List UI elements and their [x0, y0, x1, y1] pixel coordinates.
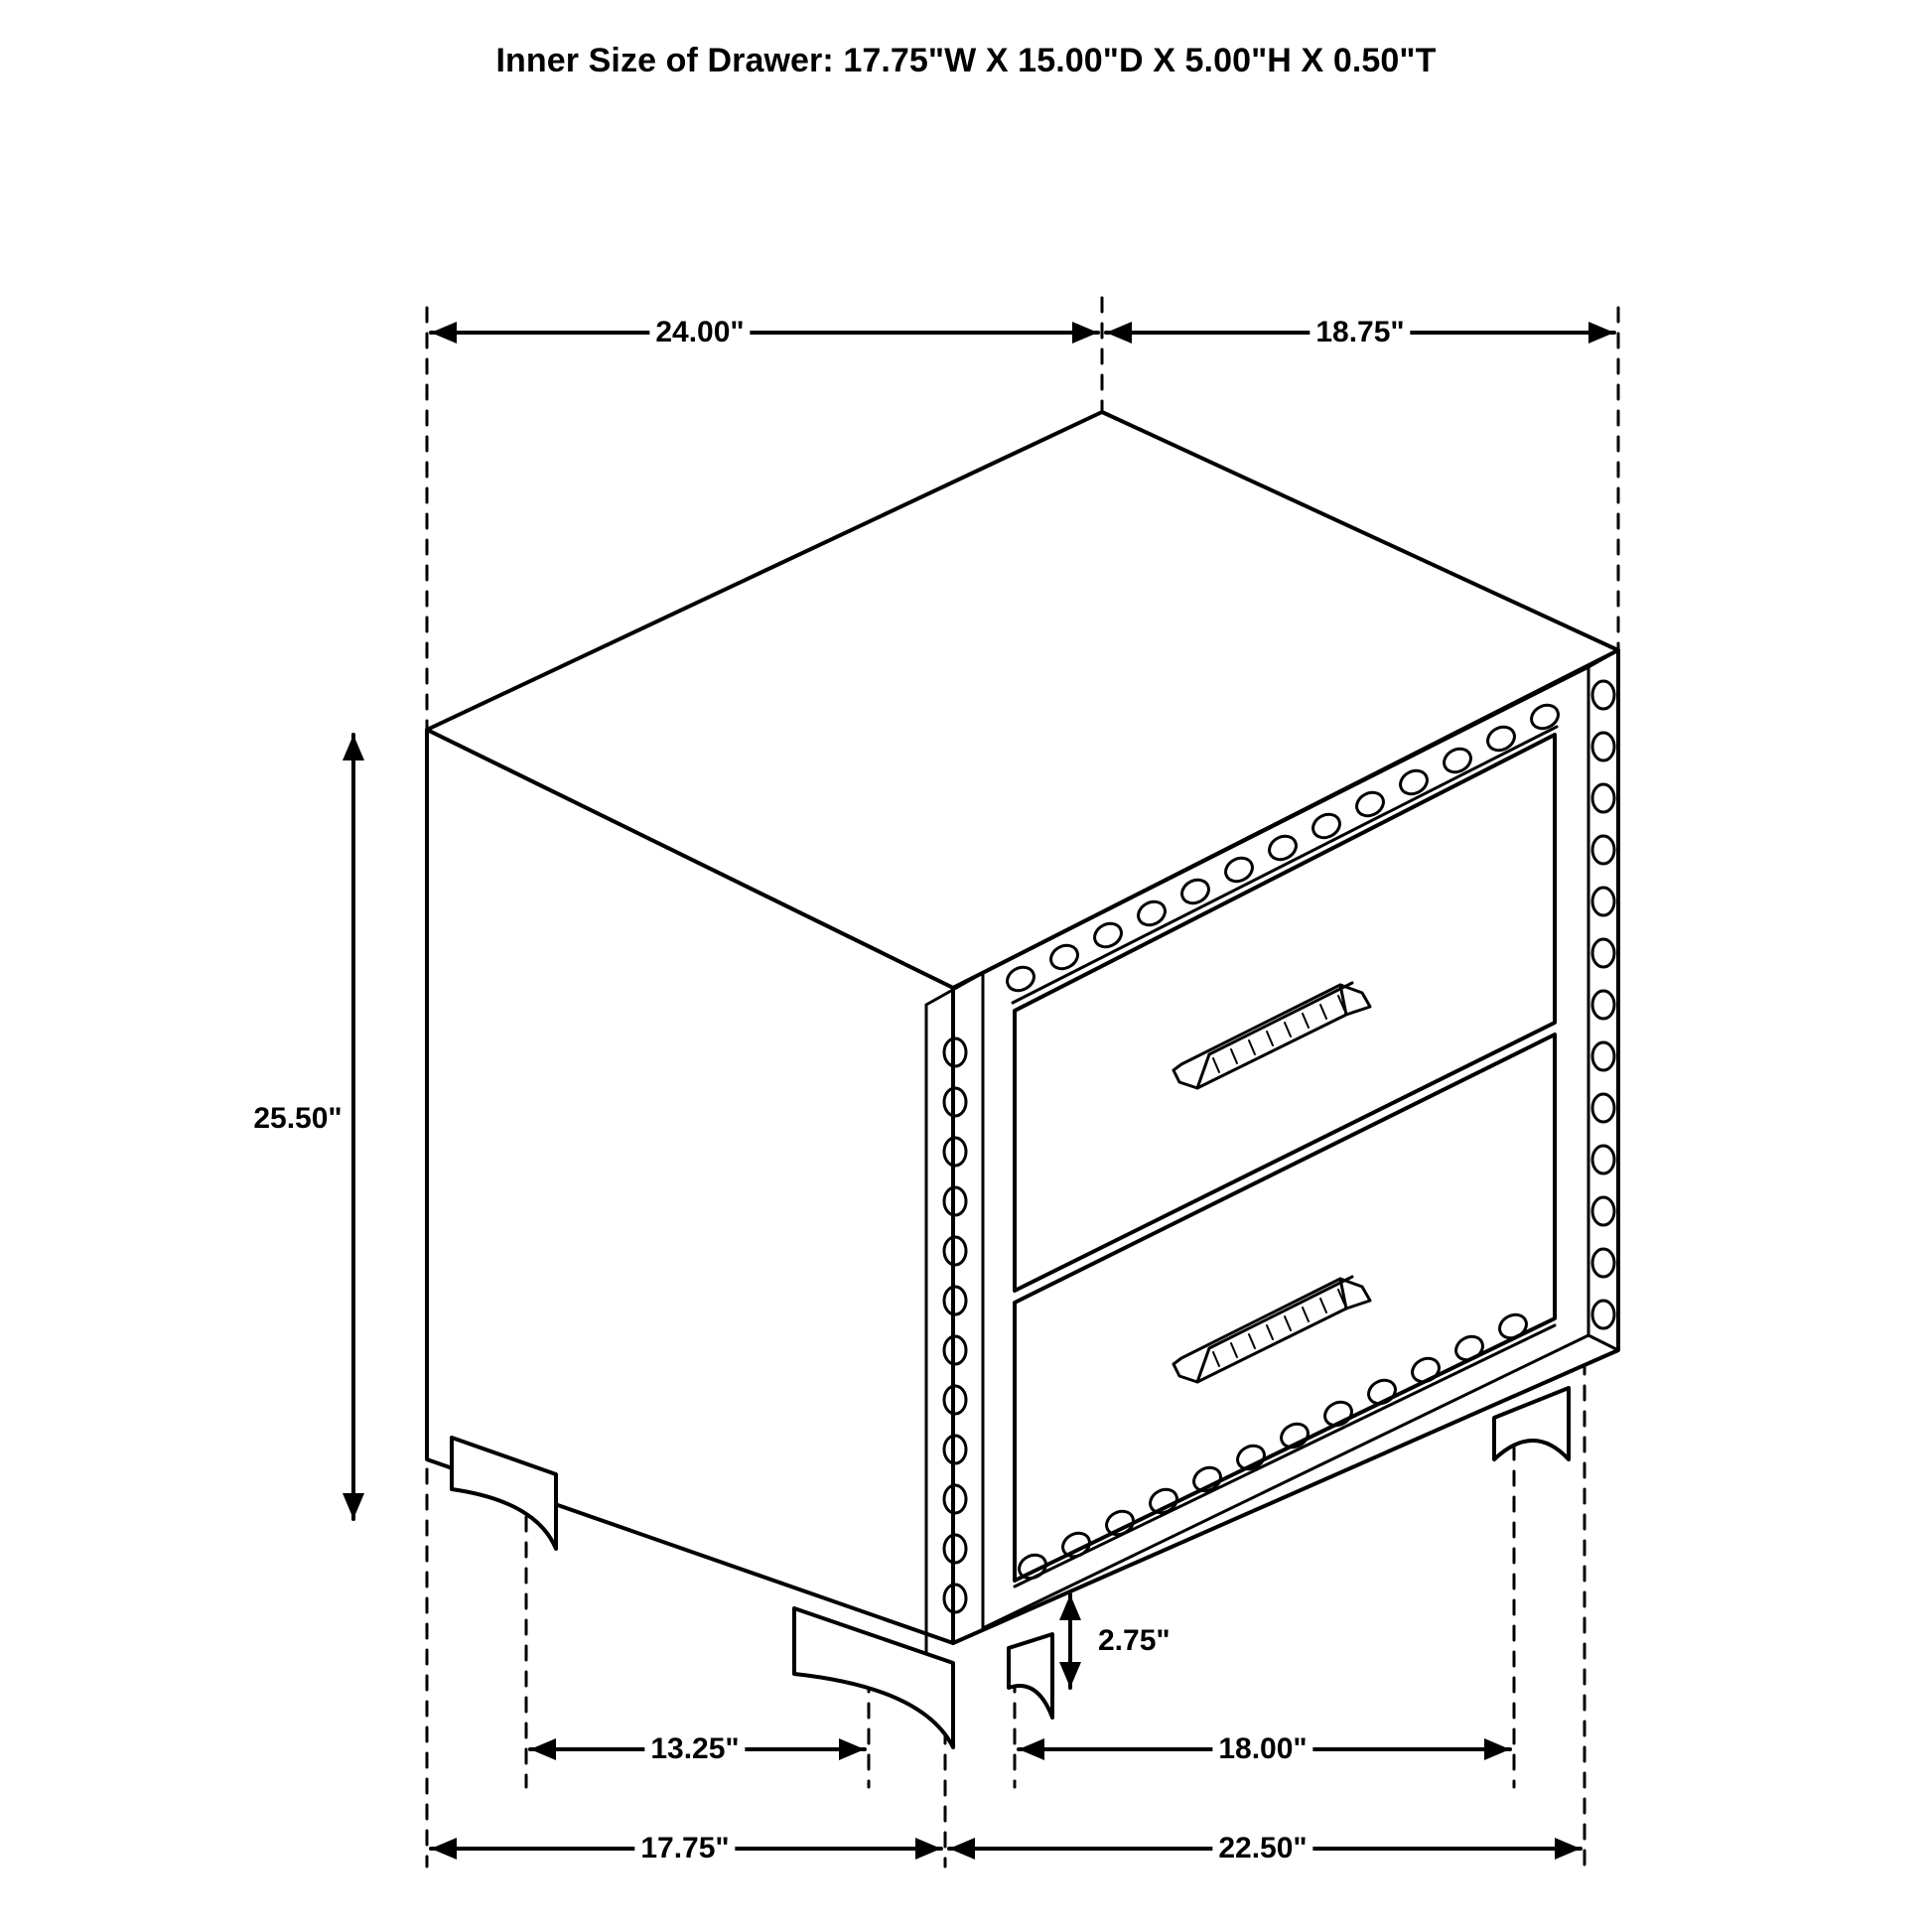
bottom-outer-dimension-lines [431, 1838, 1581, 1860]
page-title: Inner Size of Drawer: 17.75"W X 15.00"D X 5.00"H X 0.50"T [495, 42, 1437, 79]
dimension-label-top-left: 24.00" [649, 316, 750, 349]
dimension-label-bottom-outer-right: 22.50" [1212, 1832, 1312, 1865]
dimension-label-bottom-outer-left: 17.75" [634, 1832, 735, 1865]
leg-height-dimension-line [1059, 1594, 1081, 1688]
dimension-label-leg-height: 2.75" [1092, 1624, 1176, 1658]
dimension-label-bottom-inner-right: 18.00" [1212, 1732, 1312, 1766]
nightstand-body [427, 412, 1618, 1747]
dimension-label-bottom-inner-left: 13.25" [644, 1732, 745, 1766]
top-dimension-lines [431, 322, 1614, 344]
dimension-label-height: 25.50" [247, 1102, 347, 1136]
dimension-label-top-right: 18.75" [1310, 316, 1410, 349]
